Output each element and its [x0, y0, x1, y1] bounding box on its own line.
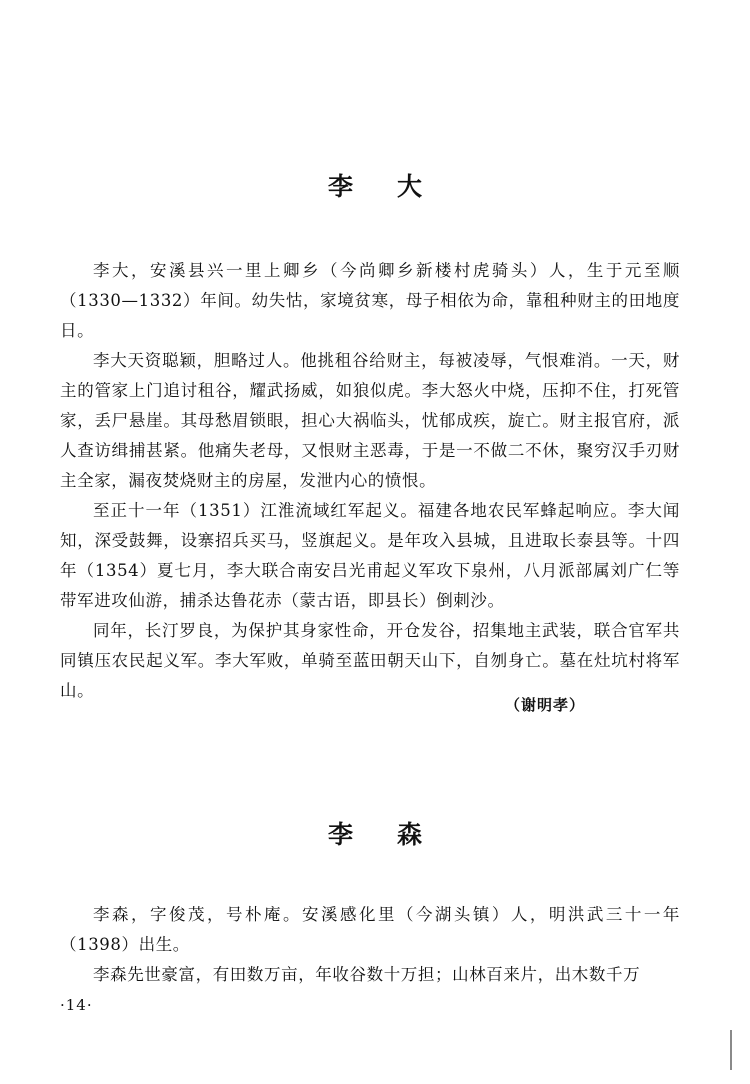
paragraph: 李森，字俊茂，号朴庵。安溪感化里（今湖头镇）人，明洪武三十一年（1398）出生。: [60, 905, 680, 954]
paragraph: 至正十一年（1351）江淮流域红军起义。福建各地农民军蜂起响应。李大闻知，深受鼓舞，设寨招兵买马，竖旗起义。是年攻入县城，且进取长泰县等。十四年（1354）夏七月，李大联合南安吕光甫起义军攻下泉州，八月派部属刘广仁等带军进攻仙游，捕杀达鲁花赤（蒙古语，即县长）倒刺沙。: [60, 501, 680, 610]
section-title-li-da: 李大: [327, 172, 466, 201]
paragraph: 同年，长汀罗良，为保护其身家性命，开仓发谷，招集地主武装，联合官军共同镇压农民起义军。李大军败，单骑至蓝田朝天山下，自刎身亡。墓在灶坑村将军山。: [60, 621, 680, 700]
paragraph: 李大天资聪颖，胆略过人。他挑租谷给财主，每被凌辱，气恨难消。一天，财主的管家上门追讨租谷，耀武扬威，如狼似虎。李大怒火中烧，压抑不住，打死管家，丢尸悬崖。其母愁眉锁眼，担心大祸临头，忧郁成疾，旋亡。财主报官府，派人查访缉捕甚紧。他痛失老母，又恨财主恶毒，于是一不做二不休，聚穷汉手刃财主全家，漏夜焚烧财主的房屋，发泄内心的愤恨。: [60, 351, 680, 490]
paragraph: 李大，安溪县兴一里上卿乡（今尚卿乡新楼村虎骑头）人，生于元至顺（1330—1332）年间。幼失怙，家境贫寒，母子相依为命，靠租种财主的田地度日。: [60, 261, 680, 340]
paragraph: 李森先世豪富，有田数万亩，年收谷数十万担；山林百来片，出木数千万: [93, 965, 641, 984]
page-number: ·14·: [60, 996, 93, 1014]
author-credit: （谢明孝）: [505, 696, 586, 714]
section-title-li-sen: 李森: [327, 820, 466, 849]
scan-edge-mark: [730, 1030, 732, 1070]
